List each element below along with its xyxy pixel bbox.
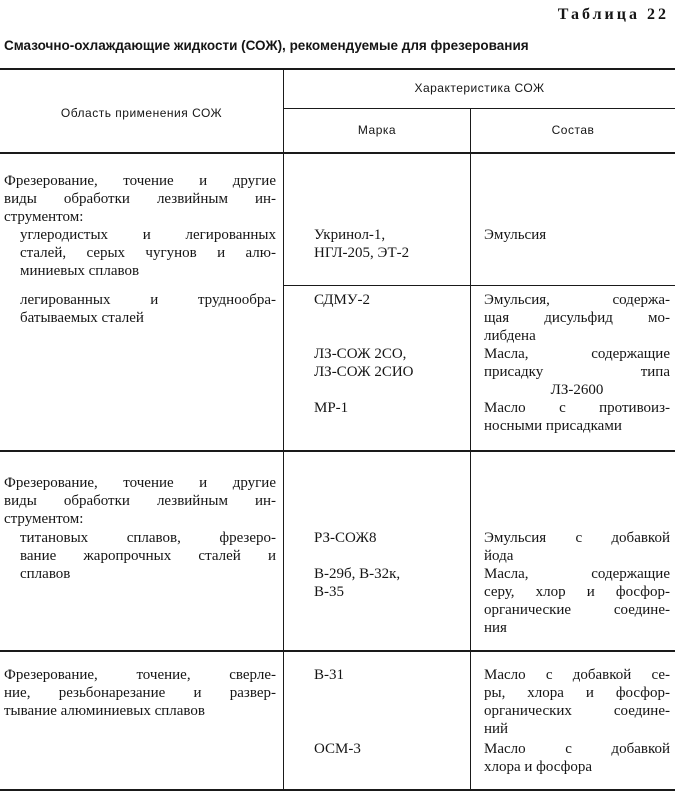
group1-row1-area — [20, 226, 276, 280]
group3-row1-composition-1 — [484, 666, 670, 738]
header-area: Область применения СОЖ — [60, 106, 223, 120]
text-line: В-29б, В-32к, — [314, 566, 401, 582]
table-bottom-rule — [0, 789, 675, 791]
text-line: ЛЗ-СОЖ 2СИО — [314, 364, 414, 380]
group1-row2-composition-2 — [484, 345, 670, 399]
text-line: ЛЗ-2600 — [550, 382, 604, 398]
text-line: Масло с противоиз- — [484, 400, 670, 416]
text-line: Масла, содержащие — [484, 566, 670, 582]
text-line: Фрезерование, точение, сверле- — [4, 667, 276, 683]
group1-row2-brand-3 — [314, 399, 464, 417]
text-line: МР-1 — [314, 400, 349, 416]
text-line: йода — [484, 548, 514, 564]
text-line: Эмульсия, содержа- — [484, 292, 670, 308]
group2-row1-area — [20, 529, 276, 583]
text-line: легированных и труднообра- — [20, 292, 276, 308]
group1-row2-brand-2 — [314, 345, 464, 381]
group1-row1-brand — [314, 226, 464, 262]
group2-row1-brand-1 — [314, 529, 464, 547]
group2-intro — [4, 474, 276, 528]
text-line: батываемых сталей — [20, 310, 144, 326]
text-line: Масла, содержащие — [484, 346, 670, 362]
header-brand: Марка — [357, 123, 397, 137]
text-line: ние, резьбонарезание и развер- — [4, 685, 276, 701]
group1-row2-brand-1 — [314, 291, 464, 309]
text-line: органические соедине- — [484, 602, 670, 618]
text-line: струментом: — [4, 511, 84, 527]
text-line: ния — [484, 620, 507, 636]
column-divider-area — [283, 69, 284, 791]
text-line: виды обработки лезвийным ин- — [4, 493, 276, 509]
text-line: ний — [484, 721, 509, 737]
text-line: либдена — [484, 328, 536, 344]
group2-row1-composition-2 — [484, 565, 670, 637]
text-line: Фрезерование, точение и другие — [4, 475, 276, 491]
text-line: тывание алюминиевых сплавов — [4, 703, 205, 719]
text-line: присадку типа — [484, 364, 670, 380]
group1-intro — [4, 172, 276, 226]
text-line: вание жаропрочных сталей и — [20, 548, 276, 564]
header-subdivider-rule — [283, 108, 675, 109]
header-characteristic: Характеристика СОЖ — [414, 81, 545, 95]
table-caption: Смазочно-охлаждающие жидкости (СОЖ), рекомендуемые для фрезерования — [4, 38, 529, 53]
text-line: виды обработки лезвийным ин- — [4, 191, 276, 207]
text-line: Укринол-1, — [314, 227, 386, 243]
text-line: хлора и фосфора — [484, 759, 592, 775]
text-line: щая дисульфид мо- — [484, 310, 670, 326]
group2-row1-composition-1 — [484, 529, 670, 565]
text-line: ОСМ-3 — [314, 741, 361, 757]
group1-row2-area — [20, 291, 276, 327]
text-line: титановых сплавов, фрезеро- — [20, 530, 276, 546]
group3-row1-brand-1 — [314, 666, 464, 684]
group3-row1-area — [4, 666, 276, 720]
text-line: Эмульсия — [484, 227, 547, 243]
text-line: углеродистых и легированных — [20, 227, 276, 243]
text-line: Масло с добавкой — [484, 741, 670, 757]
group1-row1-composition — [484, 226, 670, 244]
group1-row-divider — [283, 285, 675, 286]
text-line: струментом: — [4, 209, 84, 225]
text-line: серу, хлор и фосфор- — [484, 584, 670, 600]
text-line: В-35 — [314, 584, 344, 600]
text-line: Фрезерование, точение и другие — [4, 173, 276, 189]
text-line: сталей, серых чугунов и алю- — [20, 245, 276, 261]
text-line: СДМУ-2 — [314, 292, 370, 308]
text-line: миниевых сплавов — [20, 263, 140, 279]
text-line: НГЛ-205, ЭТ-2 — [314, 245, 410, 261]
text-line: ЛЗ-СОЖ 2СО, — [314, 346, 407, 362]
text-line: носными присадками — [484, 418, 622, 434]
text-line: органических соедине- — [484, 703, 670, 719]
group1-row2-composition-3 — [484, 399, 670, 435]
text-line: В-31 — [314, 667, 344, 683]
table-top-rule — [0, 68, 675, 70]
text-line: Масло с добавкой се- — [484, 667, 670, 683]
header-bottom-rule — [0, 152, 675, 154]
text-line: Эмульсия с добавкой — [484, 530, 670, 546]
text-line: ры, хлора и фосфор- — [484, 685, 670, 701]
group2-row1-brand-2 — [314, 565, 464, 601]
group1-bottom-rule — [0, 450, 675, 452]
text-line: РЗ-СОЖ8 — [314, 530, 377, 546]
group3-row1-brand-2 — [314, 740, 464, 758]
table-number: Таблица 22 — [557, 6, 669, 23]
group2-bottom-rule — [0, 650, 675, 652]
text-line: сплавов — [20, 566, 71, 582]
group3-row1-composition-2 — [484, 740, 670, 776]
header-composition: Состав — [551, 123, 595, 137]
group1-row2-composition-1 — [484, 291, 670, 345]
